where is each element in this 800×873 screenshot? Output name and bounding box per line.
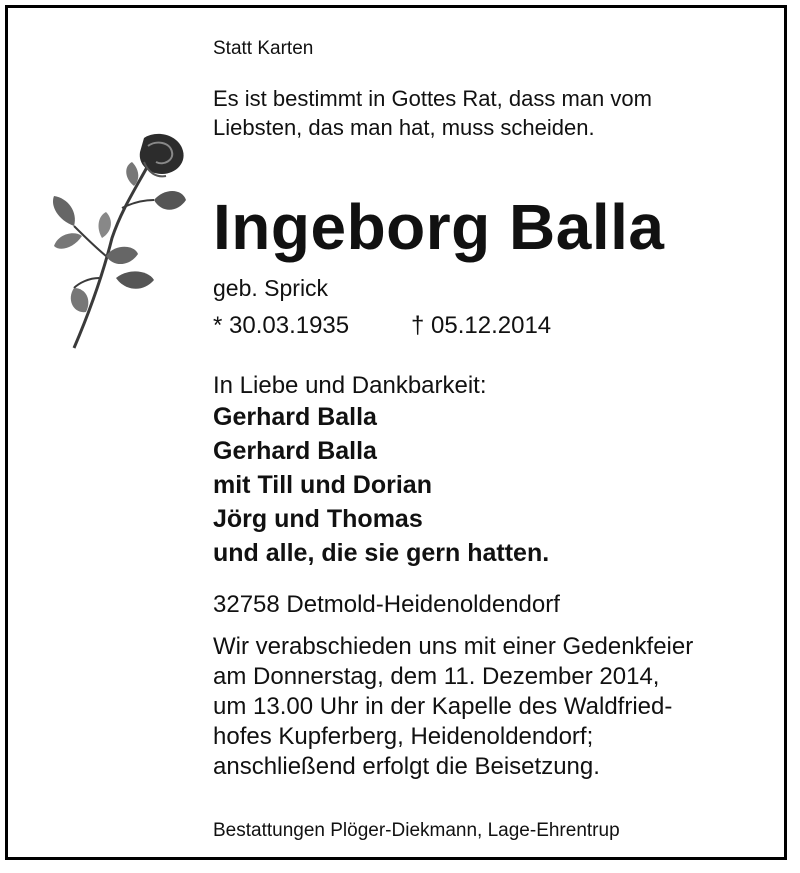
- maiden-name: geb. Sprick: [213, 275, 329, 301]
- death-date: † 05.12.2014: [411, 312, 552, 339]
- mourner-name: Gerhard Balla: [213, 437, 377, 465]
- deceased-name: Ingeborg Balla: [213, 191, 665, 263]
- mourner-name: Gerhard Balla: [213, 403, 377, 431]
- ceremony-line: hofes Kupferberg, Heidenoldendorf;: [213, 723, 594, 750]
- mourner-name: und alle, die sie gern hatten.: [213, 539, 550, 567]
- mourners-intro: In Liebe und Dankbarkeit:: [213, 372, 487, 399]
- ceremony-details: [213, 632, 693, 782]
- statt-karten-label: Statt Karten: [213, 38, 314, 59]
- ceremony-line: am Donnerstag, dem 11. Dezember 2014,: [213, 663, 660, 690]
- birth-date: * 30.03.1935: [213, 312, 350, 339]
- obituary-card: [5, 5, 787, 860]
- mourner-name: Jörg und Thomas: [213, 505, 423, 533]
- life-dates: [213, 311, 551, 341]
- ceremony-line: um 13.00 Uhr in der Kapelle des Waldfried-: [213, 693, 673, 720]
- ceremony-line: anschließend erfolgt die Beisetzung.: [213, 753, 600, 780]
- quote-line: Es ist bestimmt in Gottes Rat, dass man vom: [213, 86, 652, 111]
- bible-quote: [213, 84, 652, 142]
- mourners-list: [213, 400, 549, 570]
- address: 32758 Detmold-Heidenoldendorf: [213, 591, 560, 618]
- mourner-name: mit Till und Dorian: [213, 471, 432, 499]
- rose-icon: [44, 128, 194, 363]
- quote-line: Liebsten, das man hat, muss scheiden.: [213, 115, 595, 140]
- undertaker: Bestattungen Plöger-Diekmann, Lage-Ehrentrup: [213, 820, 620, 841]
- ceremony-line: Wir verabschieden uns mit einer Gedenkfeier: [213, 633, 694, 660]
